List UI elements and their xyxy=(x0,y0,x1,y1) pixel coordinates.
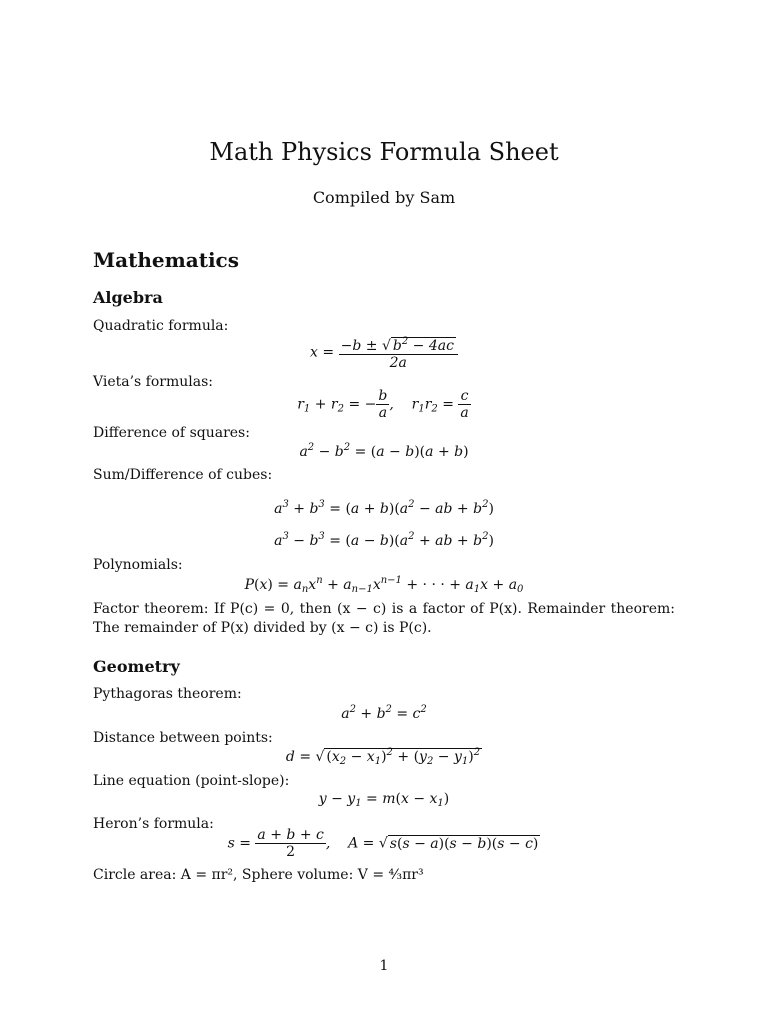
section-heading-mathematics: Mathematics xyxy=(93,248,239,272)
label-quadratic-formula: Quadratic formula: xyxy=(93,318,229,334)
equation-polynomial: $P(x) = a_nx^n + a_{n-1}x^{n-1}$ + · · · + $a_1x + a_0$ xyxy=(244,575,524,595)
document-title: Math Physics Formula Sheet xyxy=(209,138,559,166)
label-distance-between-points: Distance between points: xyxy=(93,730,273,746)
label-herons-formula: Heron’s formula: xyxy=(93,816,214,832)
label-difference-of-squares: Difference of squares: xyxy=(93,425,250,441)
document-author: Compiled by Sam xyxy=(312,188,456,207)
equation-point-slope-line: $y - y_1 = m(x - x_1)$ xyxy=(318,791,450,809)
label-sum-difference-of-cubes: Sum/Difference of cubes: xyxy=(93,467,273,483)
equation-sum-of-cubes: $a^3 + b^3 = (a + b)(a^2$ − ab + $b^2$) xyxy=(274,499,494,517)
equation-difference-of-cubes: $a^3 - b^3 = (a - b)(a^2$ + ab + $b^2$) xyxy=(274,531,494,549)
label-vieta-formulas: Vieta’s formulas: xyxy=(93,374,214,390)
equation-vieta: $r_1 + r_2$ = − $\frac{b}{a}$ , $r_1r_2$ = $\frac{c}{a}$ xyxy=(297,388,469,421)
circle-area-sphere-volume-line: Circle area: A = πr², Sphere volume: V = ⁴⁄₃πr³ xyxy=(93,867,424,883)
page-number: 1 xyxy=(379,958,389,974)
equation-quadratic: x = $\frac{-b \pm √ b^2 - 4ac}{2a}$ xyxy=(0,334,768,371)
label-pythagoras-theorem: Pythagoras theorem: xyxy=(93,686,242,702)
subsection-heading-geometry: Geometry xyxy=(93,657,180,676)
label-polynomials: Polynomials: xyxy=(93,557,183,573)
equation-pythagoras: $a^2 + b^2 = c^2$ xyxy=(341,704,427,722)
equation-distance: d = √ $(x_2 - x_1)^2 + (y_2 - y_1)^2$ xyxy=(285,747,481,767)
subsection-heading-algebra: Algebra xyxy=(93,288,163,307)
equation-herons: s = $\frac{a + b + c}{2}$ , A = √ s(s − a)(s − b)(s − c) xyxy=(227,827,539,860)
factor-theorem-paragraph: Factor theorem: If P(c) = 0, then (x − c) is a factor of P(x). Remainder theorem: The remainder of P(x) divided by (x − c) is P(c). xyxy=(93,601,675,636)
label-line-equation: Line equation (point-slope): xyxy=(93,773,290,789)
equation-difference-of-squares: $a^2 - b^2 = (a - b)(a + b)$ xyxy=(299,442,469,460)
